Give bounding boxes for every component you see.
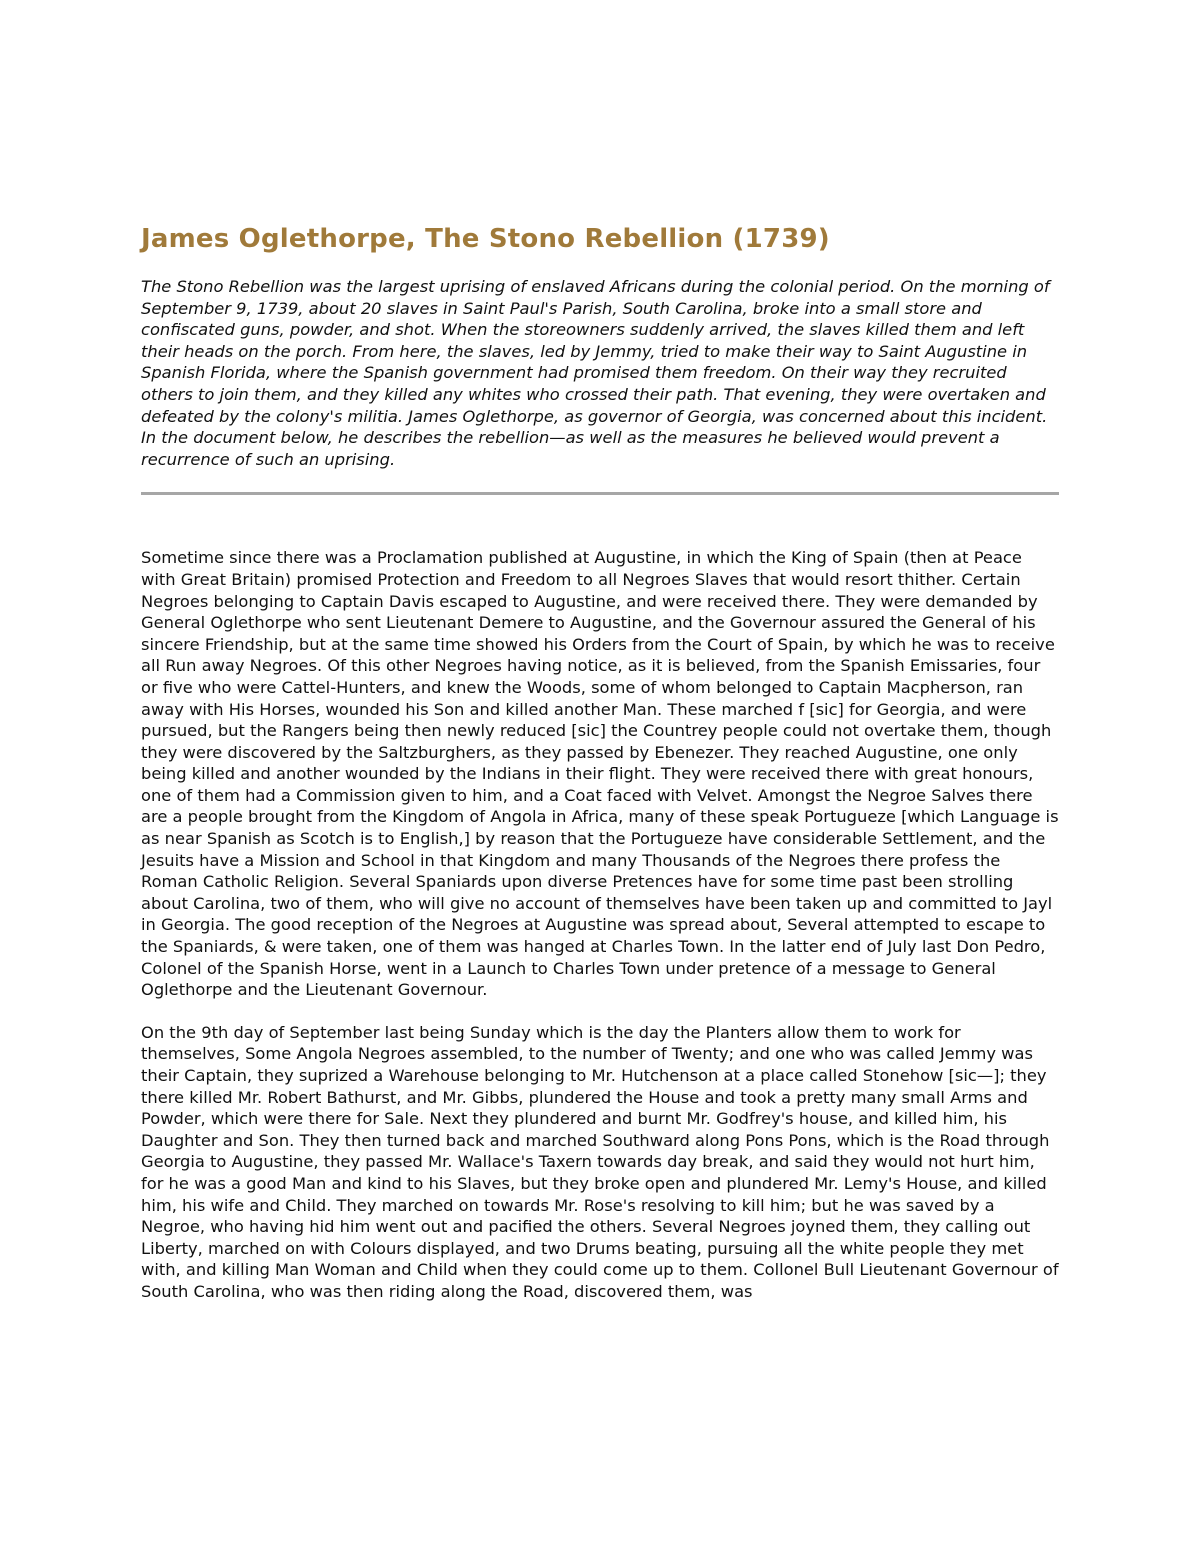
- section-divider: [141, 492, 1059, 495]
- document-body: [141, 547, 1059, 1302]
- body-paragraph: Sometime since there was a Proclamation published at Augustine, in which the King of Spain (then at Peace with Great Britain) promised Protection and Freedom to all Negroes Slaves that would resort thither. Certain Negroes belonging to Captain Davis escaped to Augustine, and were received there. They were demanded by General Oglethorpe who sent Lieutenant Demere to Augustine, and the Governour assured the General of his sincere Friendship, but at the same time showed his Orders from the Court of Spain, by which he was to receive all Run away Negroes. Of this other Negroes having notice, as it is believed, from the Spanish Emissaries, four or five who were Cattel-Hunters, and knew the Woods, some of whom belonged to Captain Macpherson, ran away with His Horses, wounded his Son and killed another Man. These marched f [sic] for Georgia, and were pursued, but the Rangers being then newly reduced [sic] the Countrey people could not overtake them, though they were discovered by the Saltzburghers, as they passed by Ebenezer. They reached Augustine, one only being killed and another wounded by the Indians in their flight. They were received there with great honours, one of them had a Commission given to him, and a Coat faced with Velvet. Amongst the Negroe Salves there are a people brought from the Kingdom of Angola in Africa, many of these speak Portugueze [which Language is as near Spanish as Scotch is to English,] by reason that the Portugueze have considerable Settlement, and the Jesuits have a Mission and School in that Kingdom and many Thousands of the Negroes there profess the Roman Catholic Religion. Several Spaniards upon diverse Pretences have for some time past been strolling about Carolina, two of them, who will give no account of themselves have been taken up and committed to Jayl in Georgia. The good reception of the Negroes at Augustine was spread about, Several attempted to escape to the Spaniards, & were taken, one of them was hanged at Charles Town. In the latter end of July last Don Pedro, Colonel of the Spanish Horse, went in a Launch to Charles Town under pretence of a message to General Oglethorpe and the Lieutenant Governour.: [141, 548, 1059, 1000]
- body-paragraph: On the 9th day of September last being Sunday which is the day the Planters allow them to work for themselves, Some Angola Negroes assembled, to the number of Twenty; and one who was called Jemmy was their Captain, they suprized a Warehouse belonging to Mr. Hutchenson at a place called Stonehow [sic—]; they there killed Mr. Robert Bathurst, and Mr. Gibbs, plundered the House and took a pretty many small Arms and Powder, which were there for Sale. Next they plundered and burnt Mr. Godfrey's house, and killed him, his Daughter and Son. They then turned back and marched Southward along Pons Pons, which is the Road through Georgia to Augustine, they passed Mr. Wallace's Taxern towards day break, and said they would not hurt him, for he was a good Man and kind to his Slaves, but they broke open and plundered Mr. Lemy's House, and killed him, his wife and Child. They marched on towards Mr. Rose's resolving to kill him; but he was saved by a Negroe, who having hid him went out and pacified the others. Several Negroes joyned them, they calling out Liberty, marched on with Colours displayed, and two Drums beating, pursuing all the white people they met with, and killing Man Woman and Child when they could come up to them. Collonel Bull Lieutenant Governour of South Carolina, who was then riding along the Road, discovered them, was: [141, 1022, 1059, 1301]
- intro-paragraph: The Stono Rebellion was the largest uprising of enslaved Africans during the colonial period. On the morning of September 9, 1739, about 20 slaves in Saint Paul's Parish, South Carolina, broke into a small store and confiscated guns, powder, and shot. When the storeowners suddenly arrived, the slaves killed them and left their heads on the porch. From here, the slaves, led by Jemmy, tried to make their way to Saint Augustine in Spanish Florida, where the Spanish government had promised them freedom. On their way they recruited others to join them, and they killed any whites who crossed their path. That evening, they were overtaken and defeated by the colony's militia. James Oglethorpe, as governor of Georgia, was concerned about this incident. In the document below, he describes the rebellion—as well as the measures he believed would prevent a recurrence of such an uprising.: [141, 277, 1050, 469]
- document-title: James Oglethorpe, The Stono Rebellion (1739): [141, 224, 830, 254]
- document-page: [141, 222, 1059, 1324]
